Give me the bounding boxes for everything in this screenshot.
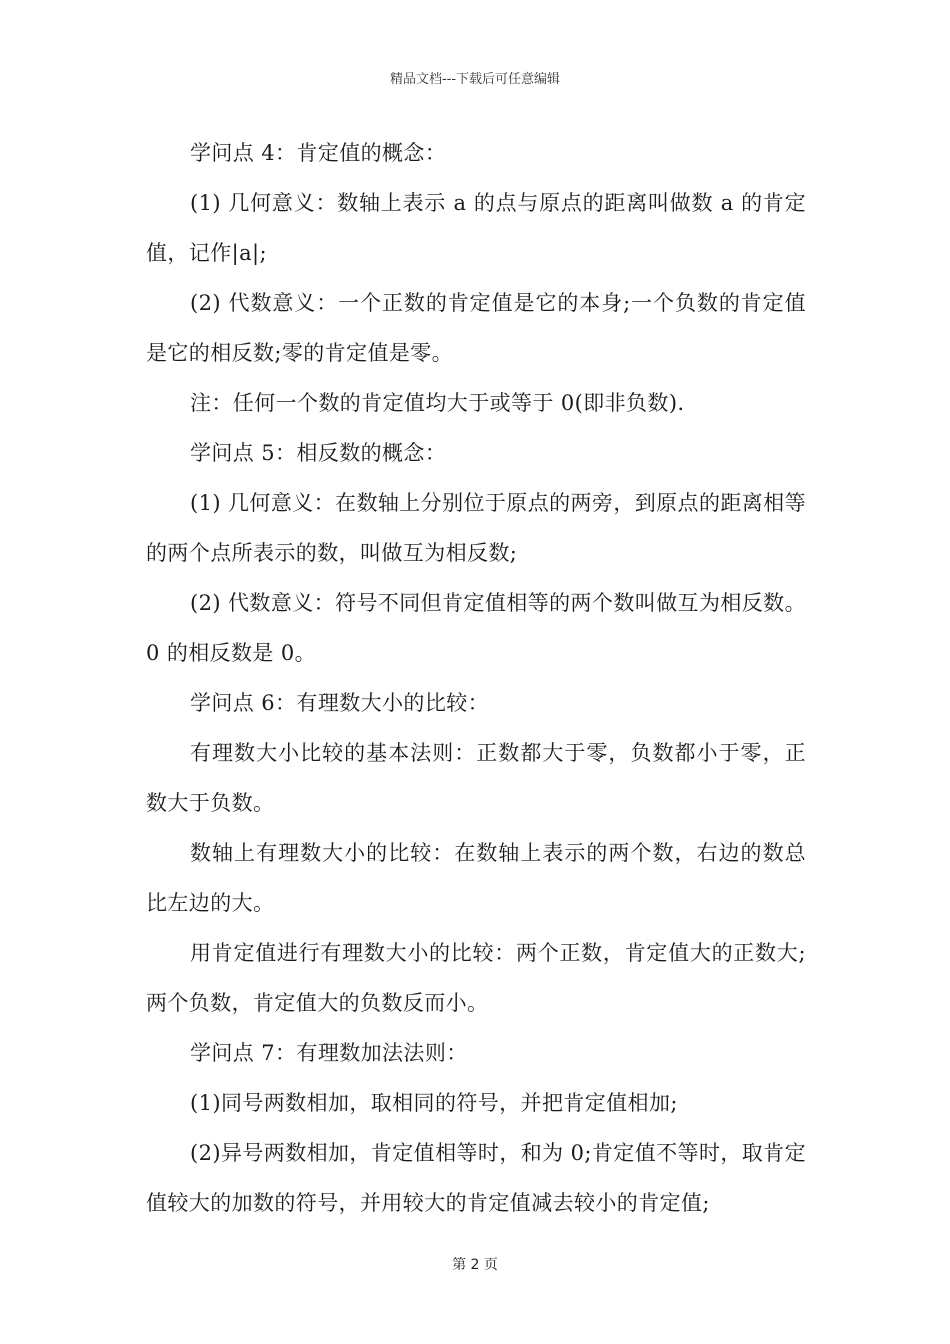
page-header: 精品文档---下载后可任意编辑 bbox=[389, 72, 561, 87]
paragraph: (1)同号两数相加，取相同的符号，并把肯定值相加; bbox=[190, 1091, 678, 1115]
section-heading-7: 学问点 7：有理数加法法则： bbox=[190, 1041, 468, 1065]
section-heading-5: 学问点 5：相反数的概念： bbox=[190, 441, 447, 465]
paragraph: 有理数大小比较的基本法则：正数都大于零，负数都小于零，正数大于负数。 bbox=[146, 741, 806, 815]
paragraph: (2) 代数意义：符号不同但肯定值相等的两个数叫做互为相反数。0 的相反数是 0。 bbox=[146, 591, 806, 665]
paragraph: 用肯定值进行有理数大小的比较：两个正数，肯定值大的正数大;两个负数，肯定值大的负数反而小。 bbox=[146, 941, 806, 1015]
document-body bbox=[146, 128, 806, 1228]
paragraph: (1) 几何意义：在数轴上分别位于原点的两旁，到原点的距离相等的两个点所表示的数，叫做互为相反数; bbox=[146, 491, 806, 565]
paragraph: (2)异号两数相加，肯定值相等时，和为 0;肯定值不等时，取肯定值较大的加数的符号，并用较大的肯定值减去较小的肯定值; bbox=[146, 1141, 806, 1215]
paragraph: 数轴上有理数大小的比较：在数轴上表示的两个数，右边的数总比左边的大。 bbox=[146, 841, 806, 915]
paragraph: (2) 代数意义：一个正数的肯定值是它的本身;一个负数的肯定值是它的相反数;零的肯定值是零。 bbox=[146, 291, 806, 365]
section-heading-4: 学问点 4：肯定值的概念： bbox=[190, 141, 447, 165]
note-paragraph: 注：任何一个数的肯定值均大于或等于 0(即非负数). bbox=[190, 391, 685, 415]
page-number: 第 2 页 bbox=[452, 1257, 498, 1273]
section-heading-6: 学问点 6：有理数大小的比较： bbox=[190, 691, 490, 715]
paragraph: (1) 几何意义：数轴上表示 a 的点与原点的距离叫做数 a 的肯定值，记作|a|; bbox=[146, 191, 806, 265]
